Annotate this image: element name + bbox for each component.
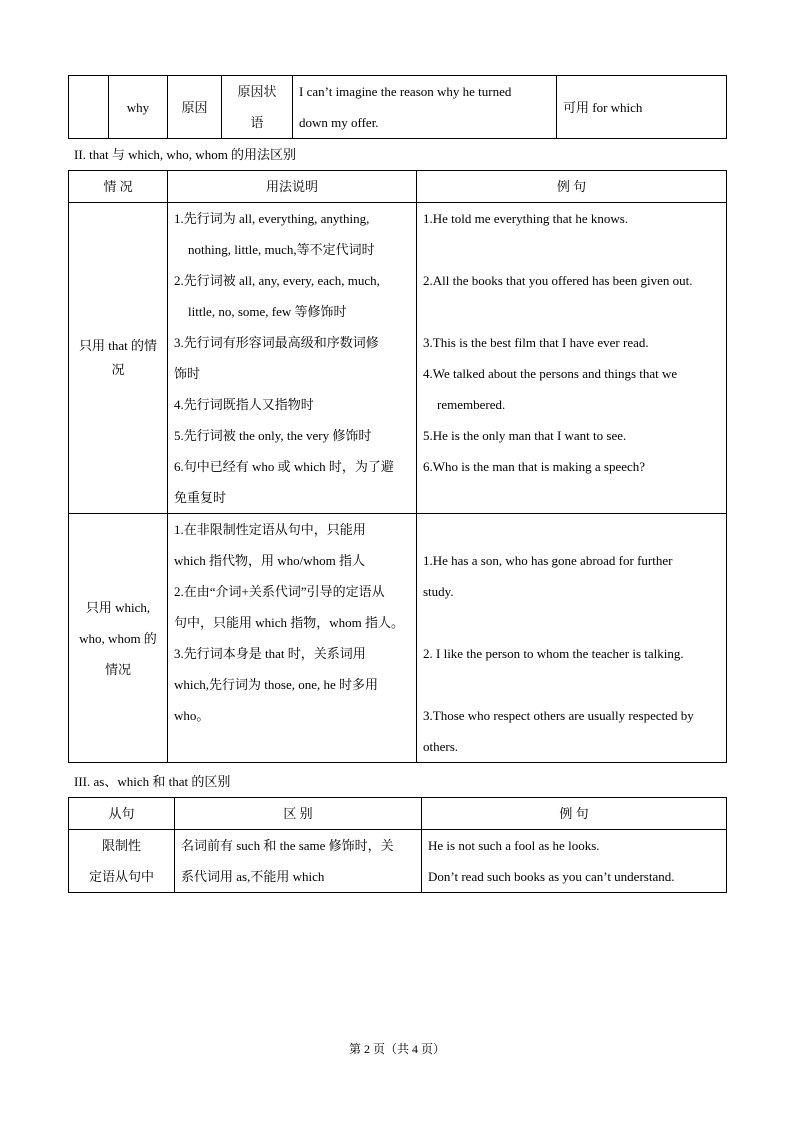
column-header: 例 句 <box>422 798 727 830</box>
difference-cell: 名词前有 such 和 the same 修饰时，关 系代词用 as,不能用 which <box>175 830 422 893</box>
word-cell: why <box>109 76 168 139</box>
note-cell: 可用 for which <box>557 76 727 139</box>
table-row <box>69 203 727 514</box>
table-row <box>69 514 727 763</box>
usage-cell: 1.在非限制性定语从句中，只能用 which 指代物，用 who/whom 指人 2.在由“介词+关系代词”引导的定语从 句中，只能用 which 指物，whom 指人。 3.先行词本身是 that 时，关系词用 which,先行词为 those, one, he 时多用 who。 <box>168 514 417 763</box>
clause-cell: 限制性 定语从句中 <box>69 830 175 893</box>
column-header: 例 句 <box>417 171 727 203</box>
column-header: 从句 <box>69 798 175 830</box>
column-header: 用法说明 <box>168 171 417 203</box>
meaning-cell: 原因 <box>168 76 222 139</box>
table-header-row <box>69 171 727 203</box>
column-header: 情 况 <box>69 171 168 203</box>
case-cell: 只用 that 的情况 <box>69 203 168 514</box>
example-cell: 1.He told me everything that he knows. 2.All the books that you offered has been given out. 3.This is the best film that I have ever read. 4.We talked about the persons and things that we remembered. 5.He is the only man that I want to see. 6.Who is the man that is making a speech? <box>417 203 727 514</box>
case-cell: 只用 which, who, whom 的 情况 <box>69 514 168 763</box>
section-title: II. that 与 which, who, whom 的用法区别 <box>74 147 297 162</box>
table-row <box>69 830 727 893</box>
function-cell: 原因状 语 <box>222 76 293 139</box>
table-header-row <box>69 798 727 830</box>
example-cell: 1.He has a son, who has gone abroad for further study. 2. I like the person to whom the teacher is talking. 3.Those who respect others are usually respected by others. <box>417 514 727 763</box>
example-cell: I can’t imagine the reason why he turned down my offer. <box>293 76 557 139</box>
that-which-table <box>68 170 727 763</box>
example-cell: He is not such a fool as he looks. Don’t read such books as you can’t understand. <box>422 830 727 893</box>
column-header: 区 别 <box>175 798 422 830</box>
section-title: III. as、which 和 that 的区别 <box>74 774 231 789</box>
page-footer: 第 2 页（共 4 页） <box>348 1042 445 1056</box>
as-which-that-table <box>68 797 727 893</box>
table-row <box>69 76 727 139</box>
empty-cell <box>69 76 109 139</box>
why-row-table <box>68 75 727 139</box>
usage-cell: 1.先行词为 all, everything, anything, nothing, little, much,等不定代词时 2.先行词被 all, any, every, each, much, little, no, some, few 等修饰时 3.先行词有形容词最高级和序数词修 饰时 4.先行词既指人又指物时 5.先行词被 the only, the very 修饰时 6.句中已经有 who 或 which 时，为了避 免重复时 <box>168 203 417 514</box>
